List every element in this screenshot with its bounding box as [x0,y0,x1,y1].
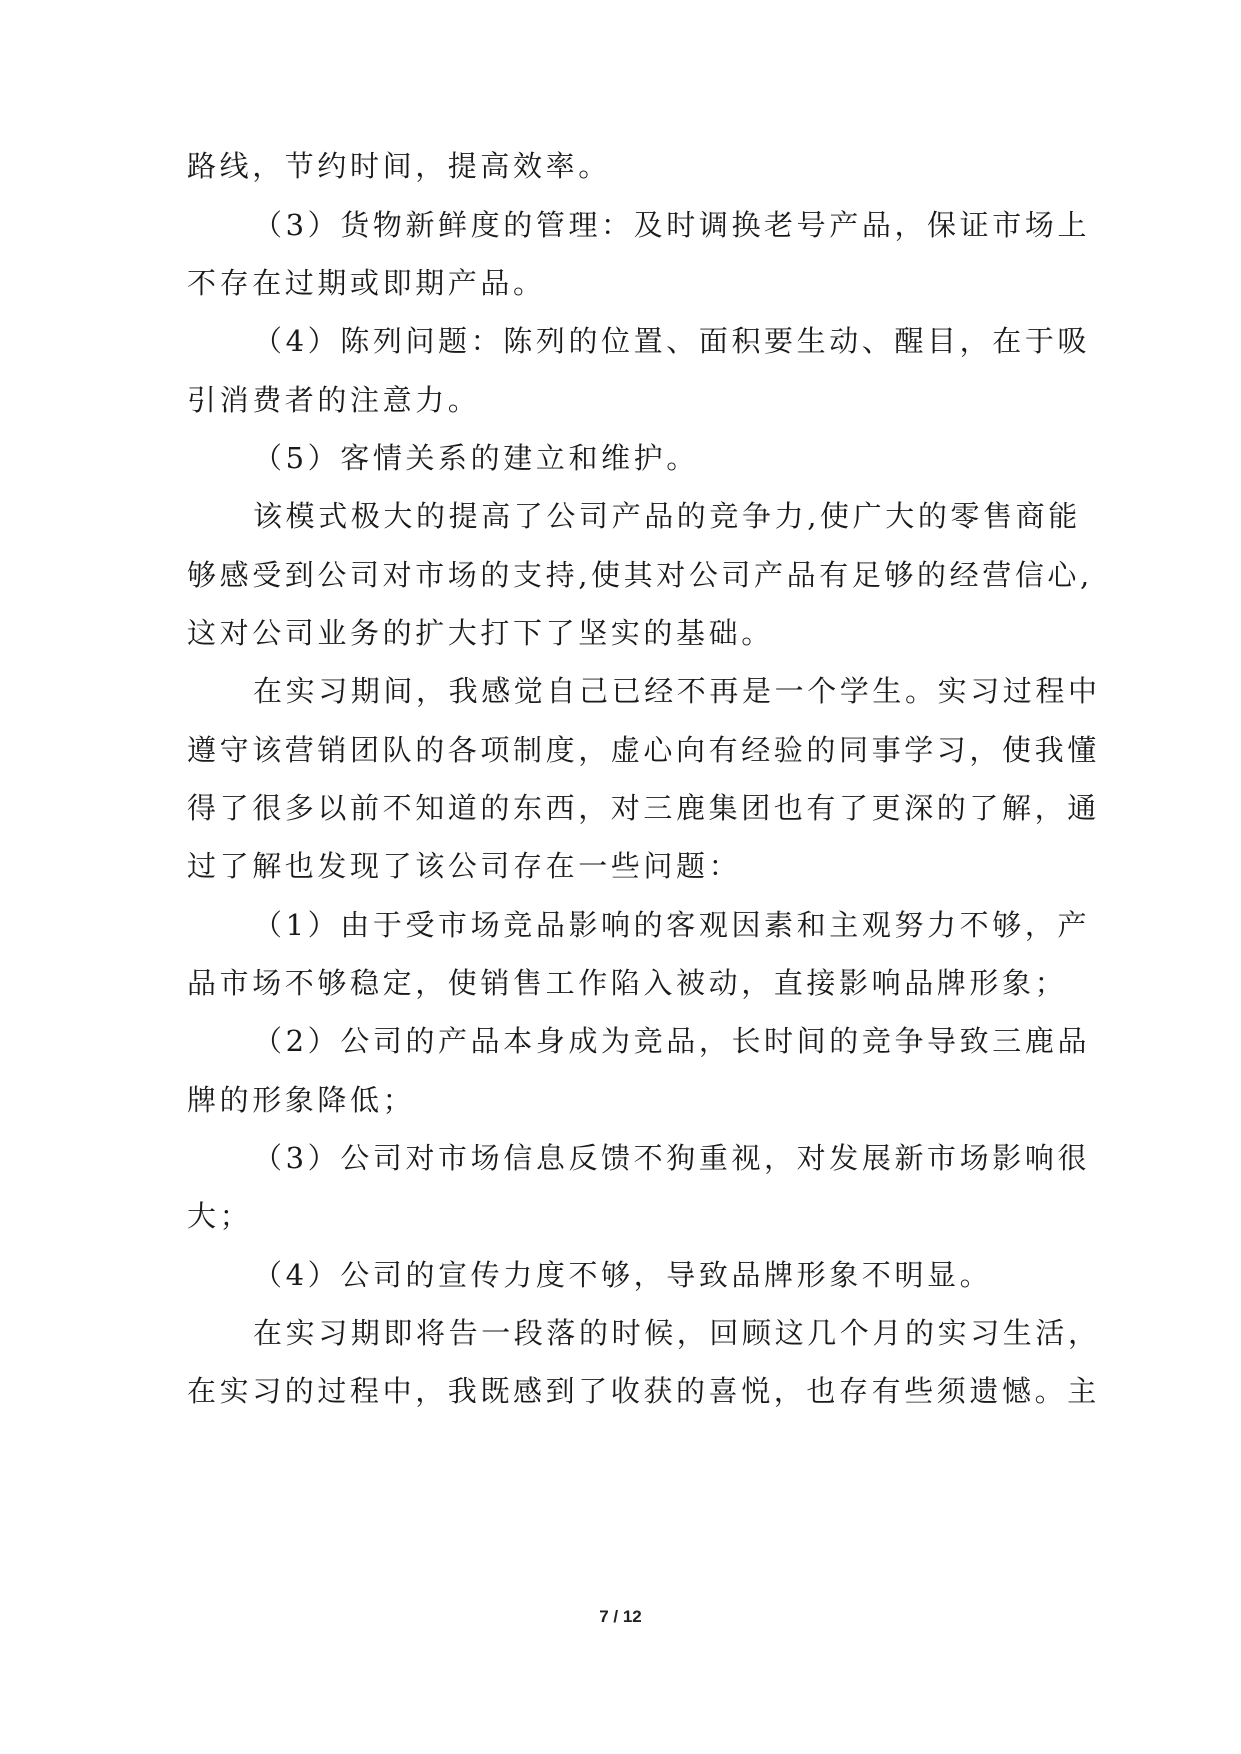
paragraph-line: 该模式极大的提高了公司产品的竞争力,使广大的零售商能 [253,499,1081,533]
text-line: 牌的形象降低； [187,1083,416,1117]
list-item-line: （3）货物新鲜度的管理：及时调换老号产品，保证市场上 [253,208,1091,242]
list-item-line: （3）公司对市场信息反馈不狗重视，对发展新市场影响很 [253,1141,1091,1175]
text-line: 过了解也发现了该公司存在一些问题： [187,849,742,883]
text-line: 这对公司业务的扩大打下了坚实的基础。 [187,616,774,650]
text-line: 引消费者的注意力。 [187,383,481,417]
text-line: 路线，节约时间，提高效率。 [187,149,611,183]
list-item-line: （4）公司的宣传力度不够，导致品牌形象不明显。 [253,1258,993,1292]
text-line: 够感受到公司对市场的支持,使其对公司产品有足够的经营信心, [187,558,1093,592]
paragraph-line: 在实习期即将告一段落的时候，回顾这几个月的实习生活， [253,1316,1101,1350]
text-line: 遵守该营销团队的各项制度，虚心向有经验的同事学习，使我懂 [187,733,1100,767]
list-item-line: （4）陈列问题：陈列的位置、面积要生动、醒目，在于吸 [253,324,1091,358]
list-item-line: （2）公司的产品本身成为竞品，长时间的竞争导致三鹿品 [253,1024,1091,1058]
text-line: 不存在过期或即期产品。 [187,266,546,300]
list-item-line: （1）由于受市场竞品影响的客观因素和主观努力不够，产 [253,908,1091,942]
paragraph-line: 在实习期间，我感觉自己已经不再是一个学生。实习过程中 [253,674,1101,708]
list-item-line: （5）客情关系的建立和维护。 [253,441,699,475]
text-line: 在实习的过程中，我既感到了收获的喜悦，也存有些须遗憾。主 [187,1374,1100,1408]
text-line: 品市场不够稳定，使销售工作陷入被动，直接影响品牌形象； [187,966,1068,1000]
text-line: 大； [187,1199,253,1233]
text-line: 得了很多以前不知道的东西，对三鹿集团也有了更深的了解，通 [187,791,1100,825]
page-number: 7 / 12 [599,1607,642,1626]
